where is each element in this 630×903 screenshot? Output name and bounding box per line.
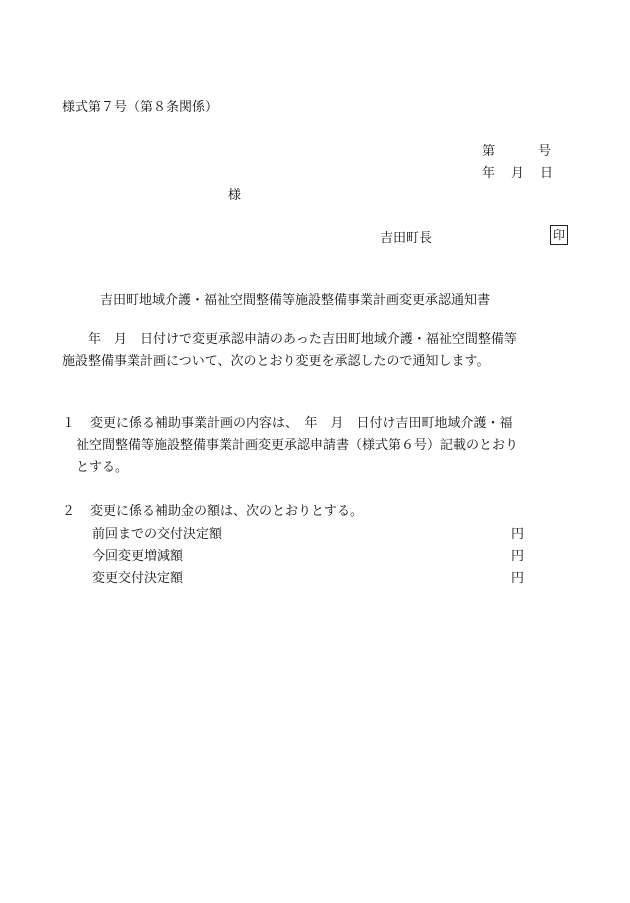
item-number: １ (62, 416, 76, 431)
date-day: 日 (540, 166, 554, 181)
body-line-1: 年 月 日付けで変更承認申請のあった吉田町地域介護・福祉空間整備等 (62, 332, 517, 347)
item-2 (62, 501, 572, 523)
amount-unit: 円 (510, 527, 524, 542)
amount-label: 今回変更増減額 (92, 549, 184, 564)
date-year: 年 (482, 166, 496, 181)
document-title: 吉田町地域介護・福祉空間整備等施設整備事業計画変更承認通知書 (100, 293, 491, 308)
body-paragraph (62, 329, 572, 373)
date-month: 月 (511, 166, 525, 181)
amount-row-previous (92, 523, 524, 545)
item-1-line-3: とする。 (76, 460, 129, 475)
number-prefix: 第 (482, 144, 496, 159)
amount-unit: 円 (510, 549, 524, 564)
amount-row-final (92, 567, 524, 589)
item-2-line-1: 変更に係る補助金の額は、次のとおりとする。 (90, 504, 364, 519)
item-number: ２ (62, 504, 76, 519)
amount-row-change (92, 545, 524, 567)
item-1-line-2: 祉空間整備等施設整備事業計画変更承認申請書（様式第６号）記載のとおり (76, 438, 519, 453)
sender-name: 吉田町長 (380, 231, 433, 246)
seal-box: 印 (550, 225, 568, 245)
amount-label: 前回までの交付決定額 (92, 527, 223, 542)
item-1 (62, 413, 572, 479)
addressee-suffix: 様 (228, 188, 242, 203)
amount-label: 変更交付決定額 (92, 571, 184, 586)
body-line-2: 施設整備事業計画について、次のとおり変更を承認したので通知します。 (62, 354, 490, 369)
number-suffix: 号 (538, 144, 552, 159)
item-1-line-1: 変更に係る補助事業計画の内容は、 年 月 日付け吉田町地域介護・福 (90, 416, 513, 431)
amount-unit: 円 (510, 571, 524, 586)
form-header: 様式第７号（第８条関係） (62, 100, 219, 115)
